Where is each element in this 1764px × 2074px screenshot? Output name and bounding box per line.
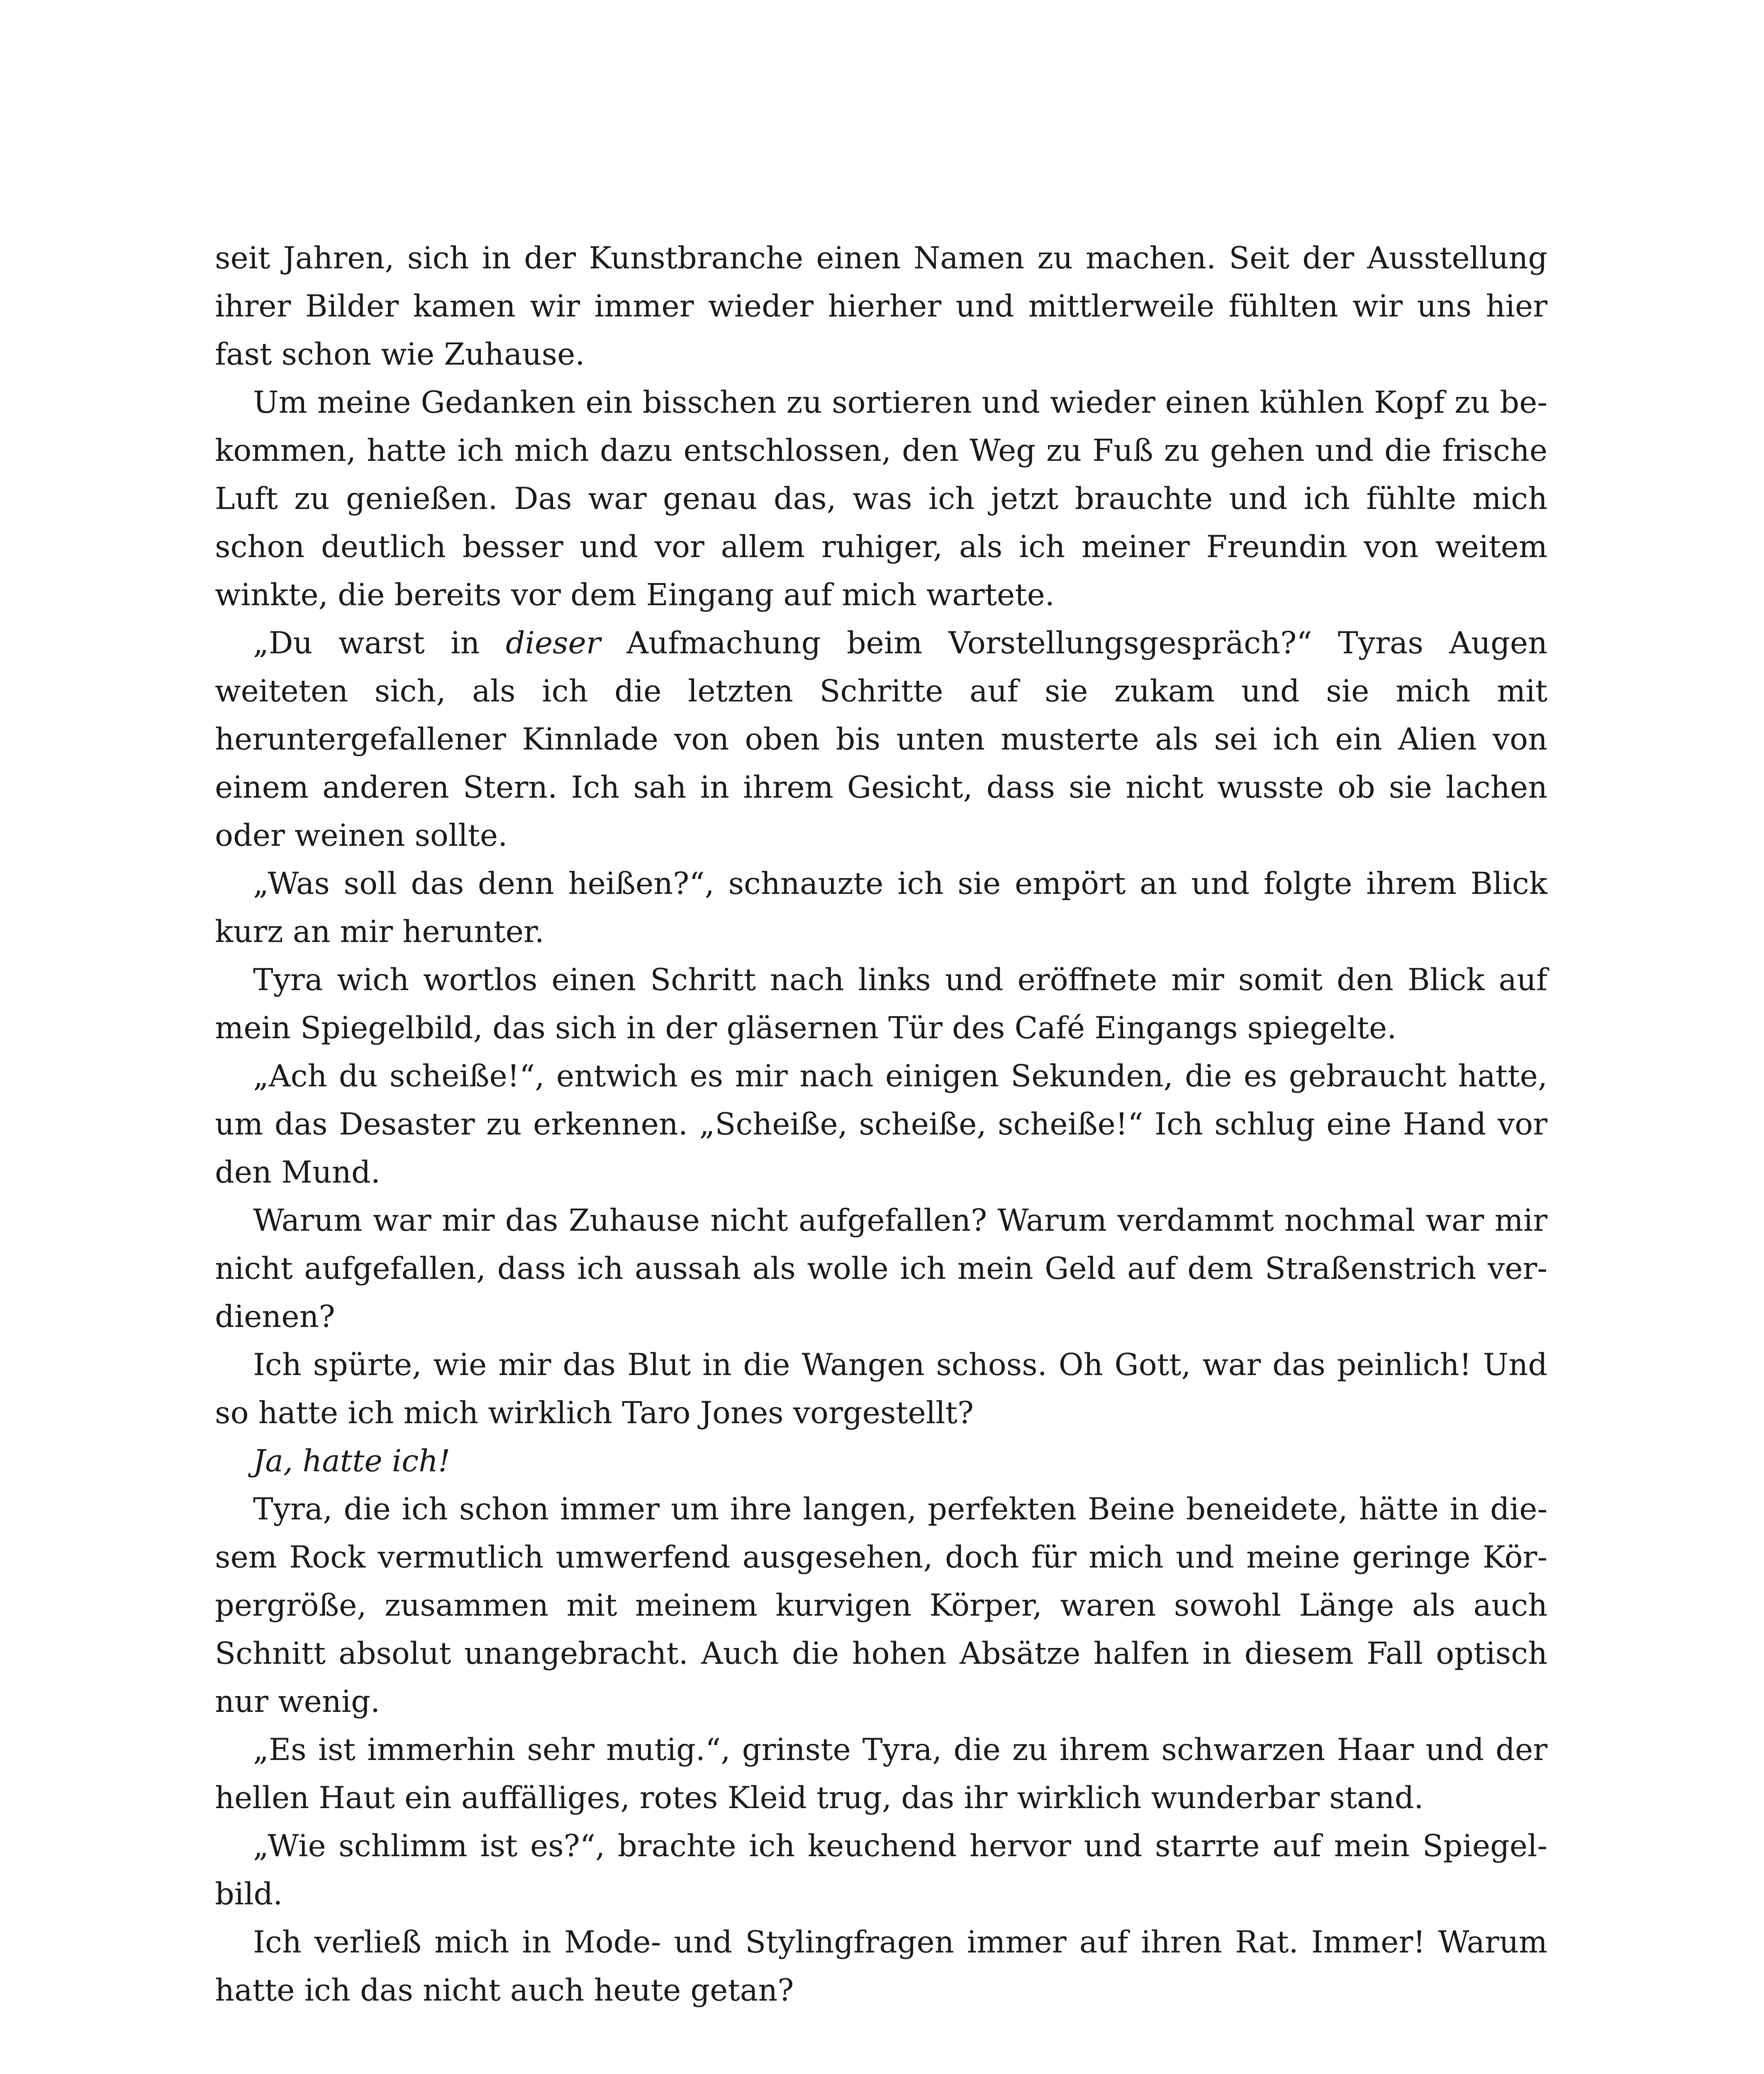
paragraph: Ich spürte, wie mir das Blut in die Wangen schoss. Oh Gott, war das peinlich! Und so hatte ich mich wirklich Taro Jones vorgestellt? xyxy=(215,1347,1547,1431)
paragraph: Tyra, die ich schon immer um ihre langen, perfekten Beine beneidete, hätte in diesem Rock vermutlich umwerfend ausgesehen, doch für mich und meine geringe Körpergröße, zusammen mit meinem kurvigen Körper, waren sowohl Länge als auch Schnitt absolut unangebracht. Auch die hohen Absätze halfen in diesem Fall optisch nur wenig. xyxy=(215,1492,1547,1719)
paragraph-continuation: seit Jahren, sich in der Kunstbranche einen Namen zu machen. Seit der Ausstellung ihrer Bilder kamen wir immer wieder hierher und mittlerweile fühlten wir uns hier fast schon wie Zuhause. xyxy=(215,241,1547,372)
paragraph: Warum war mir das Zuhause nicht aufgefallen? Warum verdammt nochmal war mir nicht aufgefallen, dass ich aussah als wolle ich mein Geld auf dem Straßenstrich verdienen? xyxy=(215,1203,1547,1334)
text-run: Aufmachung beim Vorstellungsgespräch?“ Tyras Augen weiteten sich, als ich die letzten Schritte auf sie zukam und sie mich mit heruntergefallener Kinnlade von oben bis unten musterte als sei ich ein Alien von einem anderen Stern. Ich sah in ihrem Gesicht, dass sie nicht wusste ob sie lachen oder weinen sollte. xyxy=(215,626,1547,853)
paragraph: „Wie schlimm ist es?“, brachte ich keuchend hervor und starrte auf mein Spiegelbild. xyxy=(215,1828,1547,1912)
paragraph-dialogue-dieser xyxy=(215,619,1547,860)
paragraph: „Ach du scheiße!“, entwich es mir nach einigen Sekunden, die es gebraucht hatte, um das Desaster zu erkennen. „Scheiße, scheiße, scheiße!“ Ich schlug eine Hand vor den Mund. xyxy=(215,1059,1547,1190)
paragraph: „Was soll das denn heißen?“, schnauzte ich sie empört an und folgte ihrem Blick kurz an mir herunter. xyxy=(215,866,1547,949)
paragraph: Ich verließ mich in Mode- und Stylingfragen immer auf ihren Rat. Immer! Warum hatte ich das nicht auch heute getan? xyxy=(215,1925,1547,2008)
paragraph-italic-thought: Ja, hatte ich! xyxy=(253,1444,451,1479)
body-text xyxy=(215,234,1547,2015)
emphasis-text: dieser xyxy=(505,626,601,661)
text-run: „Du warst in xyxy=(253,626,506,661)
paragraph: „Es ist immerhin sehr mutig.“, grinste Tyra, die zu ihrem schwarzen Haar und der hellen Haut ein auffälliges, rotes Kleid trug, das ihr wirklich wunderbar stand. xyxy=(215,1732,1547,1816)
paragraph: Um meine Gedanken ein bisschen zu sortieren und wieder einen kühlen Kopf zu bekommen, hatte ich mich dazu entschlossen, den Weg zu Fuß zu gehen und die frische Luft zu genießen. Das war genau das, was ich jetzt brauchte und ich fühlte mich schon deutlich besser und vor allem ruhiger, als ich meiner Freundin von weitem winkte, die bereits vor dem Eingang auf mich wartete. xyxy=(215,385,1547,613)
paragraph: Tyra wich wortlos einen Schritt nach links und eröffnete mir somit den Blick auf mein Spiegelbild, das sich in der gläsernen Tür des Café Eingangs spiegelte. xyxy=(215,962,1547,1046)
